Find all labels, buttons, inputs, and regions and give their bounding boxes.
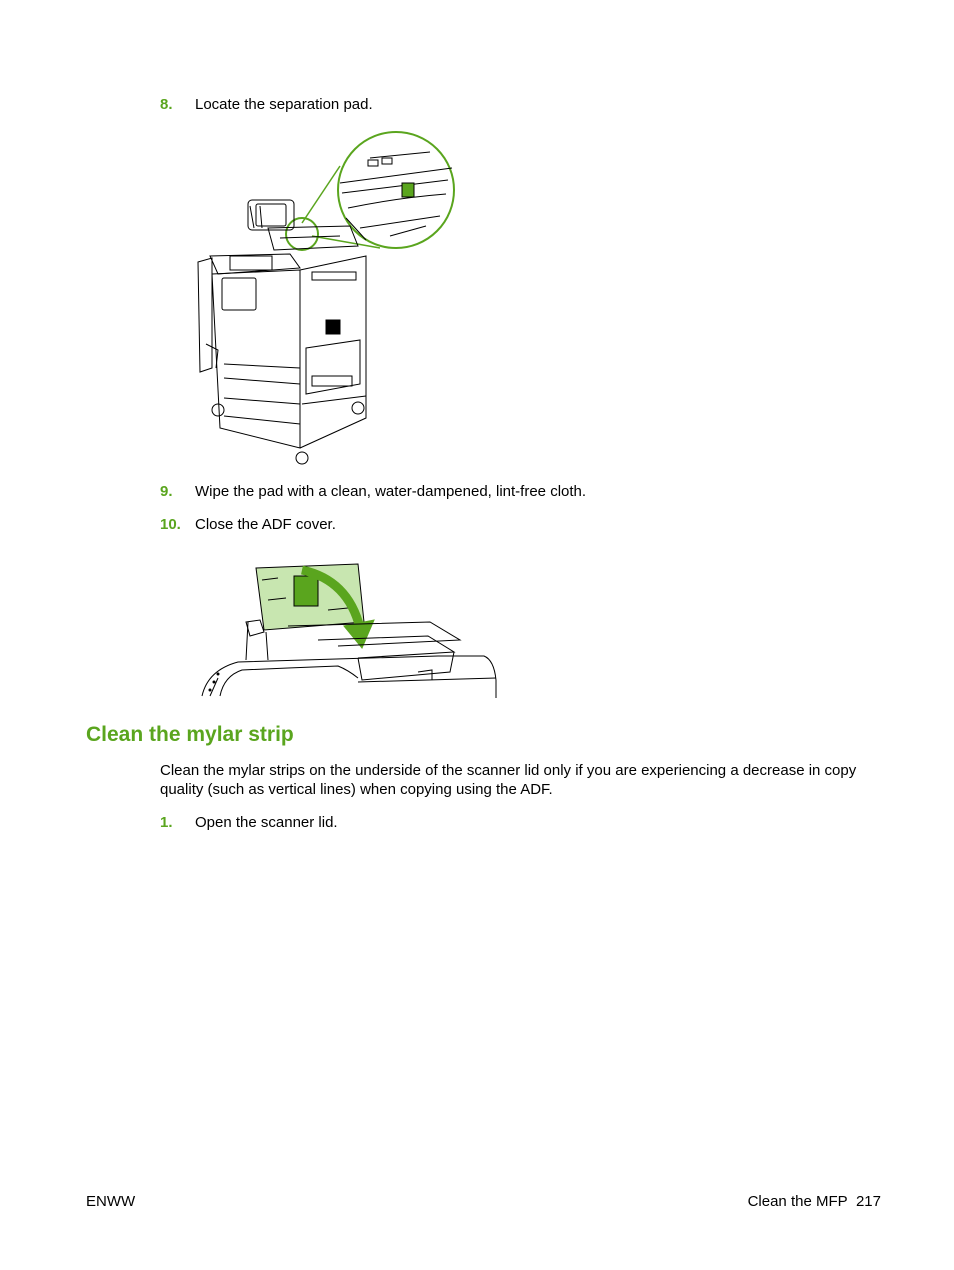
close-adf-cover-illustration [198,560,498,698]
step-text: Wipe the pad with a clean, water-dampened, lint-free cloth. [195,483,587,500]
step-text: Open the scanner lid. [195,814,338,831]
footer-left: ENWW [86,1193,136,1210]
step-number: 1. [160,814,173,831]
step-text: Close the ADF cover. [195,516,336,533]
step-number: 10. [160,516,181,533]
section-intro: Clean the mylar strips on the underside of the scanner lid only if you are experiencing a decrease in copy quality (such as vertical lines) when copying using the ADF. [160,762,857,798]
footer-section: Clean the MFP [747,1193,848,1210]
step-number: 9. [160,483,173,500]
step-number: 8. [160,96,173,113]
step-text: Locate the separation pad. [195,96,373,113]
mfp-separation-pad-illustration [190,128,465,468]
page-number: 217 [855,1193,881,1210]
footer-right [748,1193,881,1211]
section-title: Clean the mylar strip [86,723,294,746]
